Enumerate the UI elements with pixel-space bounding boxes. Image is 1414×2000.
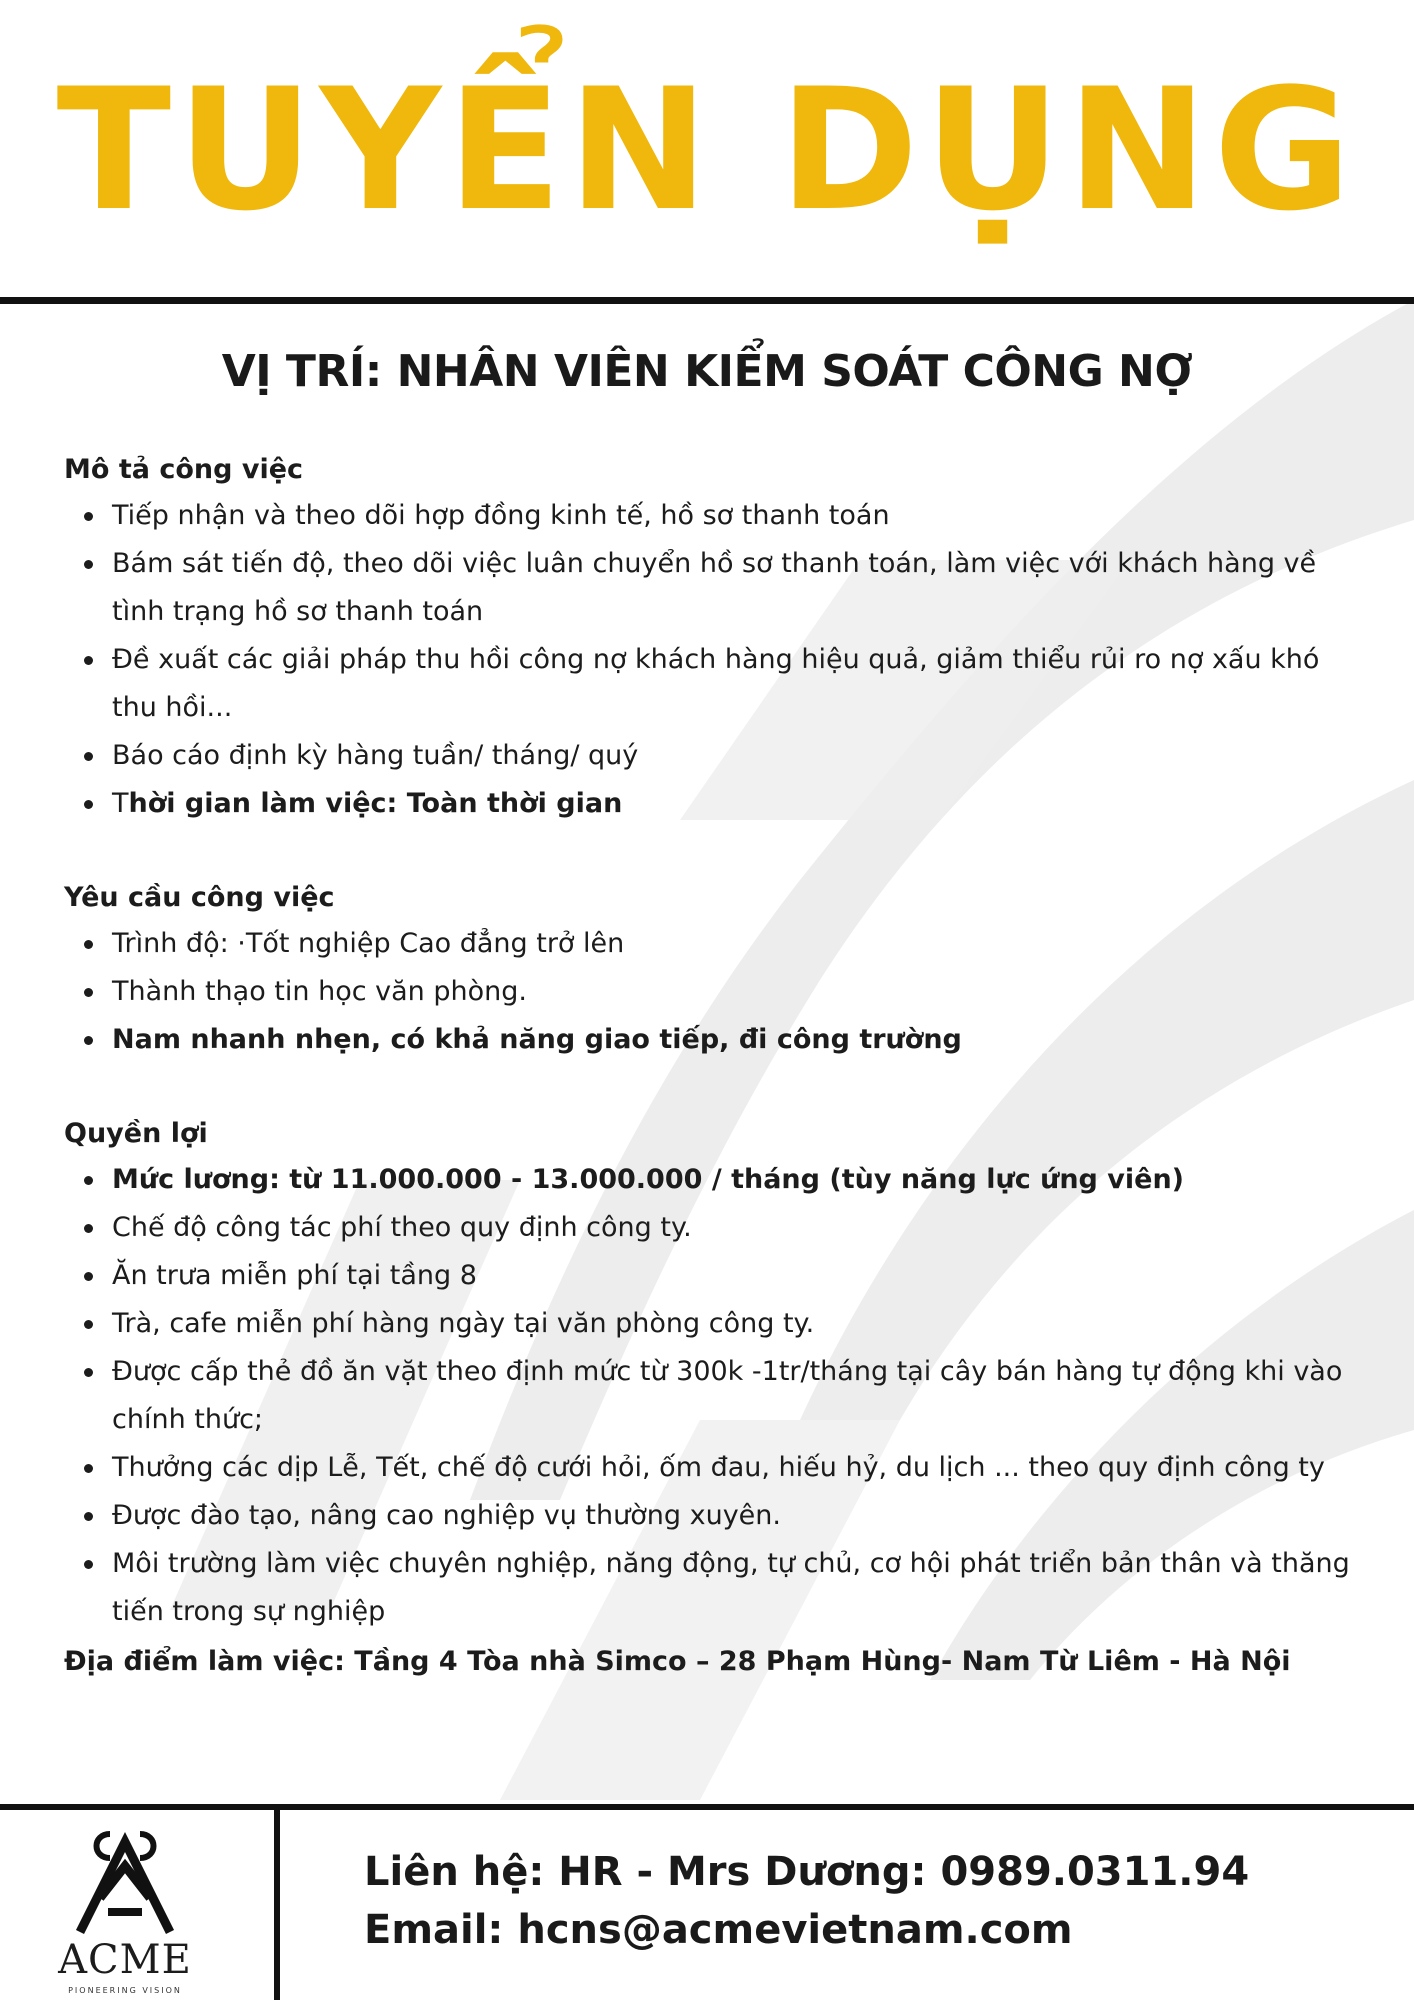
logo-wordmark: ACME [58,1937,192,1983]
list-item: Báo cáo định kỳ hàng tuần/ tháng/ quý [112,732,1354,780]
list-item: Thưởng các dịp Lễ, Tết, chế độ cưới hỏi, ốm đau, hiếu hỷ, du lịch ... theo quy định công ty [112,1444,1354,1492]
bottom-divider [0,1804,1414,1810]
list-item: Bám sát tiến độ, theo dõi việc luân chuyển hồ sơ thanh toán, làm việc với khách hàng về tình trạng hồ sơ thanh toán [112,540,1354,636]
section-benefits [64,1112,1354,1636]
section-requirements [64,876,1354,1064]
worktime-text: hời gian làm việc: Toàn thời gian [128,788,623,819]
logo-tagline: PIONEERING VISION [68,1986,182,1995]
benefits-list [64,1156,1354,1636]
list-item: Trình độ: ·Tốt nghiệp Cao đẳng trở lên [112,920,1354,968]
work-location: Địa điểm làm việc: Tầng 4 Tòa nhà Simco – 28 Phạm Hùng- Nam Từ Liêm - Hà Nội [64,1646,1291,1677]
acme-logo [50,1828,200,1995]
description-list [64,492,1354,828]
section-title-description: Mô tả công việc [64,454,304,485]
contact-email: Email: hcns@acmevietnam.com [364,1907,1073,1953]
job-content [64,448,1354,1686]
list-item: Trà, cafe miễn phí hàng ngày tại văn phòng công ty. [112,1300,1354,1348]
list-item: Thành thạo tin học văn phòng. [112,968,1354,1016]
position-title: VỊ TRÍ: NHÂN VIÊN KIỂM SOÁT CÔNG NỢ [221,346,1193,397]
worktime-prefix: T [112,788,129,819]
list-item-worktime [112,780,1354,828]
list-item-salary: Mức lương: từ 11.000.000 - 13.000.000 / tháng (tùy năng lực ứng viên) [112,1156,1354,1204]
list-item: Tiếp nhận và theo dõi hợp đồng kinh tế, hồ sơ thanh toán [112,492,1354,540]
list-item: Được cấp thẻ đồ ăn vặt theo định mức từ 300k -1tr/tháng tại cây bán hàng tự động khi vào chính thức; [112,1348,1354,1444]
list-item: Môi trường làm việc chuyên nghiệp, năng động, tự chủ, cơ hội phát triển bản thân và thăng tiến trong sự nghiệp [112,1540,1354,1636]
list-item: Ăn trưa miễn phí tại tầng 8 [112,1252,1354,1300]
top-divider [0,297,1414,304]
headline: TUYỂN DỤNG [56,52,1358,248]
contact-block [364,1843,1249,1959]
list-item: Đề xuất các giải pháp thu hồi công nợ khách hàng hiệu quả, giảm thiểu rủi ro nợ xấu khó thu hồi... [112,636,1354,732]
list-item: Chế độ công tác phí theo quy định công ty. [112,1204,1354,1252]
requirements-list [64,920,1354,1064]
footer-vertical-divider [274,1808,280,2000]
section-title-requirements: Yêu cầu công việc [64,882,335,913]
acme-logo-mark [70,1828,180,1938]
section-description [64,448,1354,828]
section-title-benefits: Quyền lợi [64,1118,208,1149]
contact-phone: Liên hệ: HR - Mrs Dương: 0989.0311.94 [364,1849,1250,1895]
list-item-highlight: Nam nhanh nhẹn, có khả năng giao tiếp, đi công trường [112,1016,1354,1064]
list-item: Được đào tạo, nâng cao nghiệp vụ thường xuyên. [112,1492,1354,1540]
